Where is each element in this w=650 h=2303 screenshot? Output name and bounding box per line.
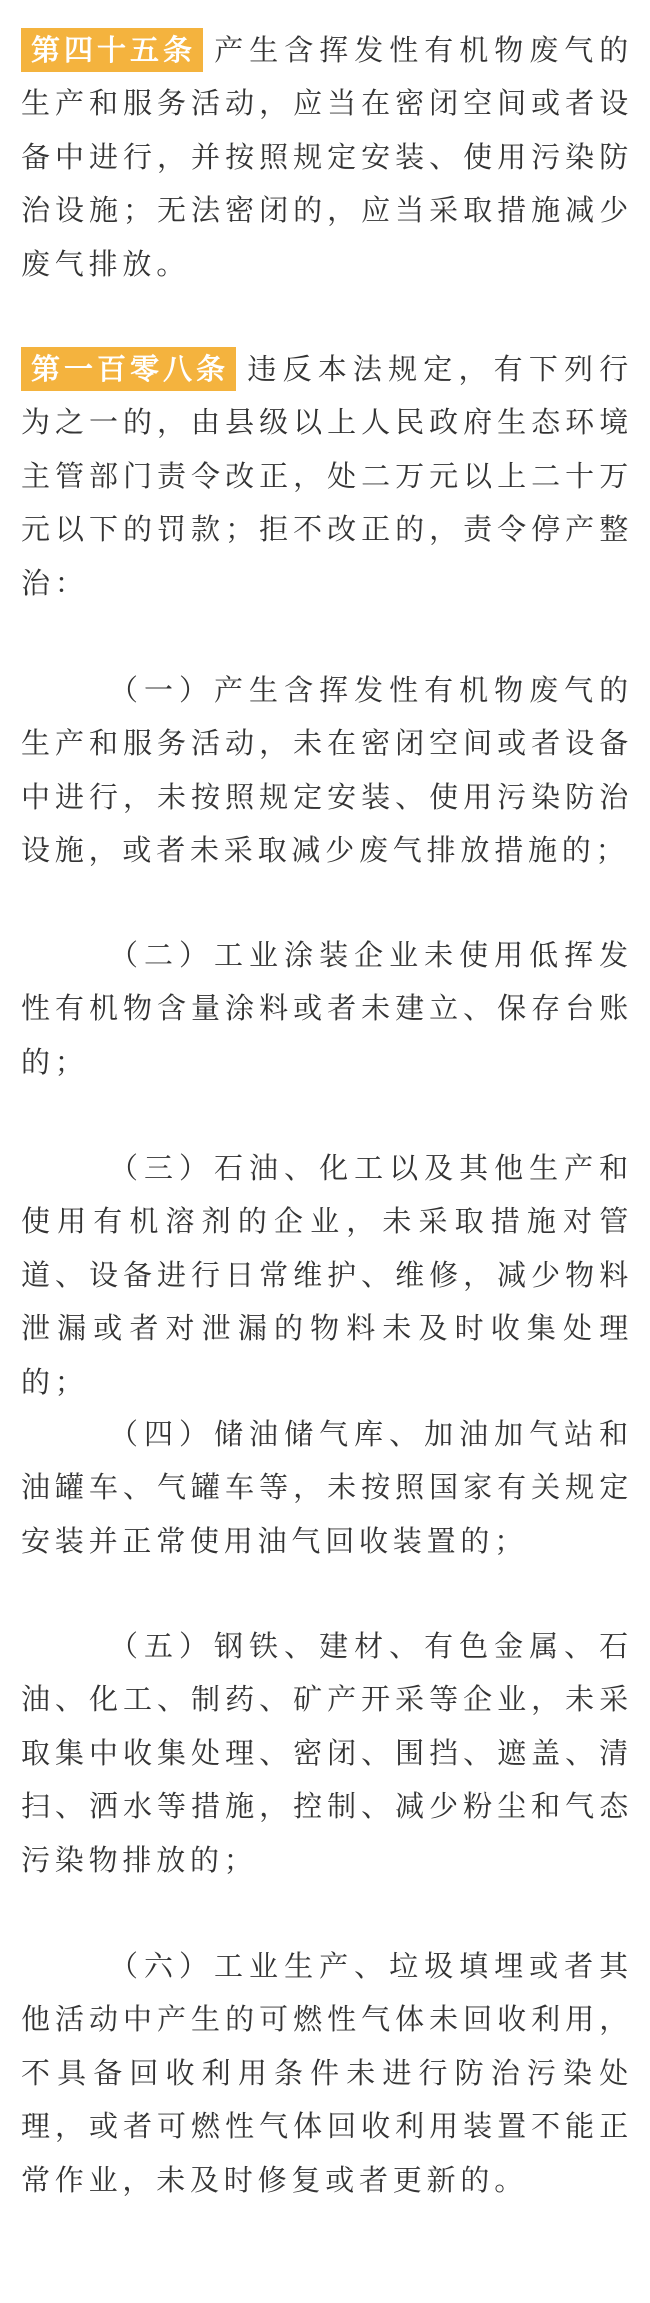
article-108-paragraph <box>21 343 633 610</box>
item-2: （二）工业涂装企业未使用低挥发性有机物含量涂料或者未建立、保存台账的； <box>21 938 633 1079</box>
article-45-tag: 第四十五条 <box>21 28 203 72</box>
article-108-tag: 第一百零八条 <box>21 347 236 391</box>
item-6: （六）工业生产、垃圾填埋或者其他活动中产生的可燃性气体未回收利用，不具备回收利用条件未进行防治污染处理，或者可燃性气体回收利用装置不能正常作业，未及时修复或者更新的。 <box>21 1949 633 2197</box>
item-3: （三）石油、化工以及其他生产和使用有机溶剂的企业，未采取措施对管道、设备进行日常维护、维修，减少物料泄漏或者对泄漏的物料未及时收集处理的； <box>21 1151 633 1399</box>
item-5: （五）钢铁、建材、有色金属、石油、化工、制药、矿产开采等企业，未采取集中收集处理、密闭、围挡、遮盖、清扫、洒水等措施，控制、减少粉尘和气态污染物排放的； <box>21 1629 633 1877</box>
article-108-text: 违反本法规定，有下列行为之一的，由县级以上人民政府生态环境主管部门责令改正，处二万元以上二十万元以下的罚款；拒不改正的，责令停产整治： <box>21 352 633 600</box>
item-1: （一）产生含挥发性有机物废气的生产和服务活动，未在密闭空间或者设备中进行，未按照规定安装、使用污染防治设施，或者未采取减少废气排放措施的； <box>21 673 633 868</box>
article-45-paragraph <box>21 24 633 291</box>
article-45-text: 产生含挥发性有机物废气的生产和服务活动，应当在密闭空间或者设备中进行，并按照规定安装、使用污染防治设施；无法密闭的，应当采取措施减少废气排放。 <box>21 33 633 281</box>
item-4: （四）储油储气库、加油加气站和油罐车、气罐车等，未按照国家有关规定安装并正常使用油气回收装置的； <box>21 1417 633 1558</box>
